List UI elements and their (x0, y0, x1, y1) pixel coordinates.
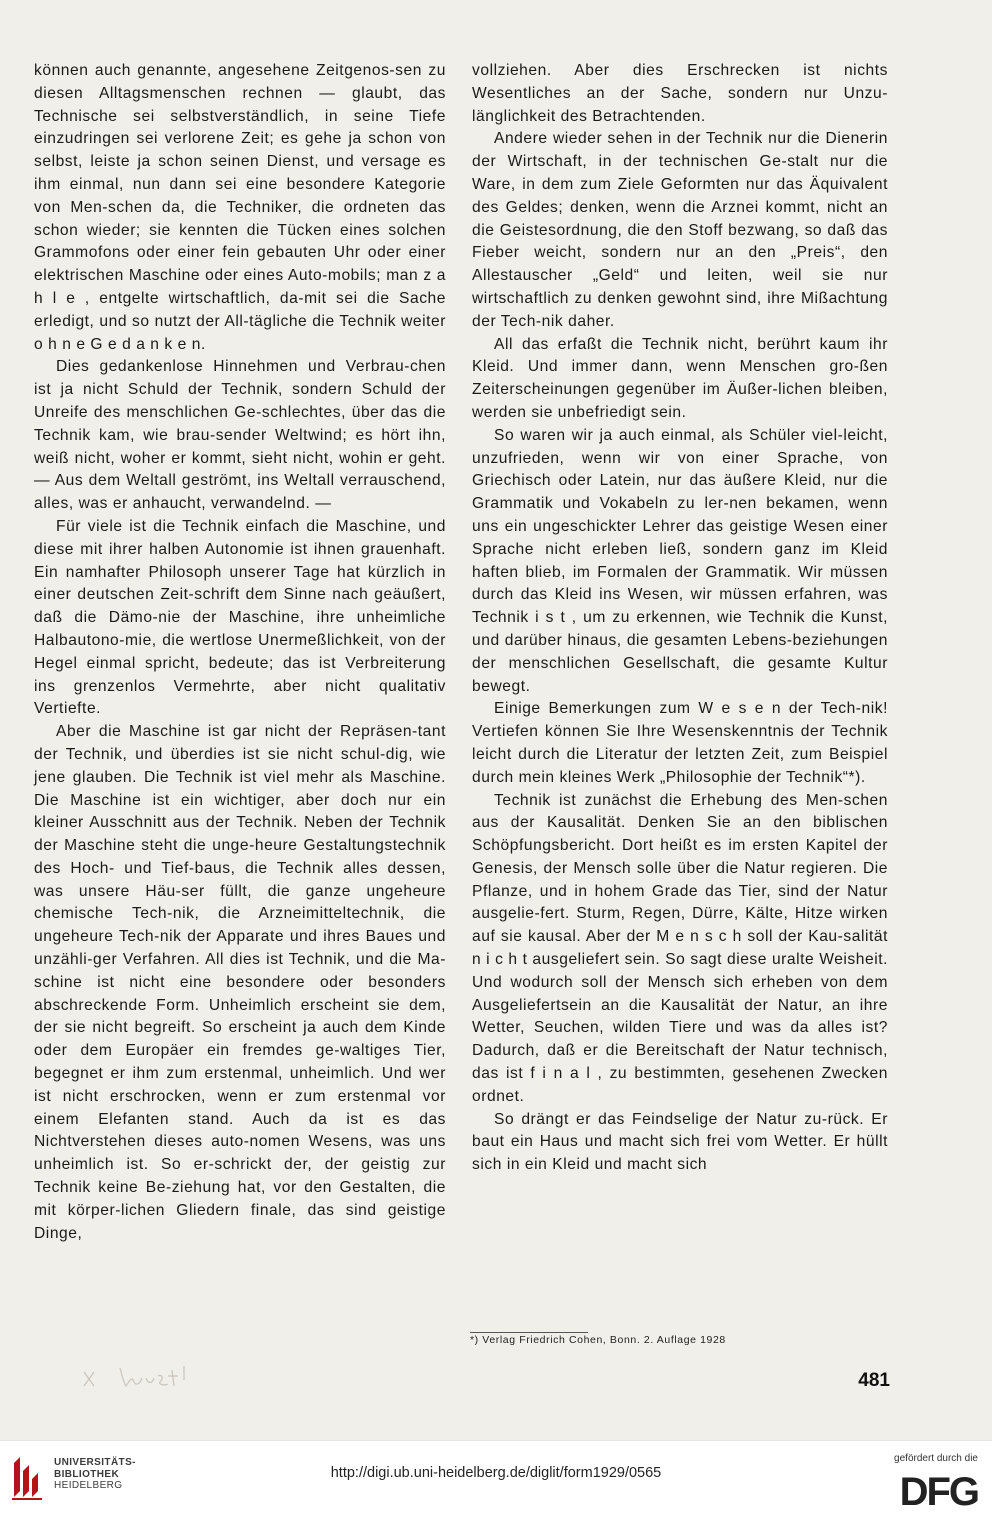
paragraph: Für viele ist die Technik einfach die Maschine, und diese mit ihrer halben Autonomie ist ihnen grauenhaft. Ein namhafter Philosoph unserer Tage hat kürzlich in einer deutschen Zeit-schrift dem Sinne nach geäußert, daß die Dämo-nie der Maschine, ihre unheimliche Halbautono-mie, die wertlose Unermeßlichkeit, von der Hegel einmal spricht, bedeute; das ist Verbreiterung ins grenzenlos Vermehrte, aber nicht qualitativ Vertiefte. (34, 517, 446, 718)
paragraph: Aber die Maschine ist gar nicht der Repräsen-tant der Technik, und überdies ist sie nicht schul-dig, wie jene glauben. Die Technik ist viel mehr als Maschine. Die Maschine ist ein wichtiger, aber doch nur ein kleiner Ausschnitt aus der Technik. Neben der Technik der Maschine steht die unge-heure Gestaltungstechnik des Hoch- und Tief-baus, die Technik alles dessen, was unsere Häu-ser füllt, die ganze ungeheure chemische Tech-nik, die Arzneimitteltechnik, die ungeheure Tech-nik der Apparate und ihres Baues und unzähli-ger Verfahren. All dies ist Technik, und die Ma-schine ist nicht eine besondere oder besonders abschreckende Form. Unheimlich erscheint sie dem, der sie nicht begreift. So erscheint ja auch dem Kinde oder dem Europäer ein fremdes ge-waltiges Tier, begegnet er ihm zum erstenmal, unheimlich. Und wer ist nicht erschrocken, wenn er zum erstenmal vor einem Elefanten stand. Auch da ist es das Nichtverstehen dieses auto-nomen Wesens, was uns unheimlich ist. So er-schrickt der, der geistig zur Technik keine Be-ziehung hat, vor den Gestalten, die mit körper-lichen Gliedern finale, das sind geistige Dinge, (34, 723, 446, 1242)
document-url-link[interactable]: http://digi.ub.uni-heidelberg.de/diglit/form1929/0565 (330, 1465, 662, 1481)
paragraph: Andere wieder sehen in der Technik nur die Dienerin der Wirtschaft, in der technischen Ge-stalt nur die Ware, in dem zum Ziele Geformten nur das Äquivalent des Geldes; denken, wenn die Arznei kommt, nicht an die Geistesordnung, die den Stoff bezwang, so daß das Fieber weicht, sondern nur an den „Preis“, den Allestauscher „Geld“ und leiten, weil sie nur wirtschaftlich zu denken gewohnt sind, ihre Mißachtung der Tech-nik daher. (472, 130, 888, 330)
paragraph: So waren wir ja auch einmal, als Schüler viel-leicht, unzufrieden, wenn wir von einer Sprache, von Griechisch oder Latein, nur das äußere Kleid, nur die Grammatik und Vokabeln zu ler-nen bekamen, wenn uns ein ungeschickter Lehrer das geistige Wesen einer Sprache nicht erleben ließ, sondern ganz im Kleid haften blieb, im Formalen der Grammatik. Wir müssen durch das Kleid ins Wesen, wir müssen erfahren, was Technik i s t , um zu erkennen, wie Technik die Kunst, und darüber hinaus, die gesamten Lebens-beziehungen der menschlichen Gesellschaft, die gesamte Kultur bewegt. (472, 426, 888, 695)
footnote: *) Verlag Friedrich Cohen, Bonn. 2. Auflage 1928 (470, 1334, 726, 1346)
footnote-rule (470, 1332, 588, 1333)
library-line: BIBLIOTHEK (54, 1468, 120, 1480)
footer-bar (0, 1440, 992, 1515)
right-text-column (472, 60, 888, 1177)
left-text-column (34, 60, 446, 1245)
paragraph: All das erfaßt die Technik nicht, berührt kaum ihr Kleid. Und immer dann, wenn Menschen gro-ßen Zeiterscheinungen gegenüber im Äußer-lichen bleiben, werden sie unbefriedigt sein. (472, 335, 888, 421)
paragraph: So drängt er das Feindselige der Natur zu-rück. Er baut ein Haus und macht sich frei vom Wetter. Er hüllt sich in ein Kleid und macht sich (472, 1110, 888, 1174)
paragraph: Einige Bemerkungen zum W e s e n der Tech-nik! Vertiefen können Sie Ihre Wesenskenntnis der Technik leicht durch die Literatur der letzten Zeit, zum Beispiel durch mein kleines Werk „Philosophie der Technik“*). (472, 700, 888, 786)
page-number: 481 (858, 1370, 890, 1391)
pencil-annotation-icon (60, 1356, 210, 1396)
library-line: UNIVERSITÄTS- (54, 1457, 136, 1468)
dfg-logo-text: DFG (899, 1470, 978, 1509)
paragraph: Technik ist zunächst die Erhebung des Men-schen aus der Kausalität. Denken Sie an den biblischen Schöpfungsbericht. Dort heißt es im ersten Kapitel der Genesis, der Mensch solle über die Natur regieren. Die Pflanze, und in hohem Grade das Tier, sind der Natur ausgelie-fert. Sturm, Regen, Dürre, Kälte, Hitze wirken auf sie kausal. Aber der M e n s c h soll der Kau-salität n i c h t ausgeliefert sein. So sagt diese uralte Weisheit. Und wodurch soll der Mensch sich erheben von dem Ausgeliefertsein an die Kausalität der Natur, an ihre Wetter, Seuchen, wilden Tiere und was da alles ist? Dadurch, daß er die Bereitschaft der Natur technisch, das ist f i n a l , zu bestimmten, gesehenen Zwecken ordnet. (472, 791, 888, 1105)
paragraph: vollziehen. Aber dies Erschrecken ist nichts Wesentliches an der Sache, sondern nur Unzu-länglichkeit des Betrachtenden. (472, 62, 888, 125)
dfg-logo-icon[interactable] (884, 1469, 980, 1509)
paragraph: Dies gedankenlose Hinnehmen und Verbrau-chen ist ja nicht Schuld der Technik, sondern Schuld der Unreife des menschlichen Ge-schlechtes, über das die Technik kam, wie brau-sender Weltwind; es hört ihn, weiß nicht, woher er kommt, sieht nicht, wohin er geht. — Aus dem Weltall geströmt, ins Weltall verrauschend, alles, was er anhaucht, verwandelnd. — (34, 358, 446, 513)
paragraph: können auch genannte, angesehene Zeitgenos-sen zu diesen Alltagsmenschen rechnen — glaubt, das Technische sei selbstverständlich, in seine Tiefe einzudringen sei verlorene Zeit; es gehe ja schon von selbst, leiste ja schon seinen Dienst, und versage es ihm einmal, nun dann sei eine besondere Kategorie von Men-schen da, die Techniker, die ordneten das schon wieder; sie kennten die Tücken eines solchen Grammofons oder einer fein gebauten Uhr oder einer elektrischen Maschine oder eines Auto-mobils; man z a h l e , entgelte wirtschaftlich, da-mit sei die Sache erledigt, und so nutzt der All-tägliche die Technik weiter o h n e G e d a n k e n. (34, 62, 446, 353)
library-line: HEIDELBERG (54, 1480, 123, 1491)
sponsor-caption: gefördert durch die (894, 1453, 978, 1464)
